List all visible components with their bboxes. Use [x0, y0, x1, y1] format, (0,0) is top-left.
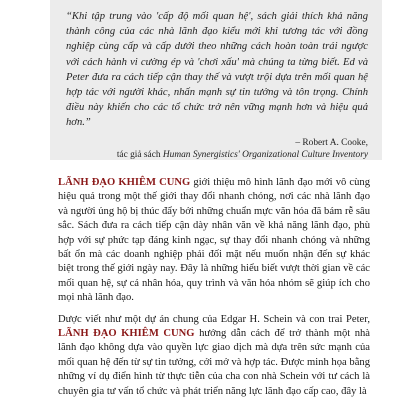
quote-source-prefix: tác giả sách [116, 150, 163, 160]
testimonial-quote-box [50, 0, 382, 160]
book-description [58, 176, 370, 399]
quote-attribution [66, 137, 368, 160]
testimonial-quote-text: “Khi tập trung vào 'cấp độ mối quan hệ', sách giải thích khả năng thành công của các nhà lãnh đạo kiểu mới khi tương tác với đồng nghiệp cùng cấp và cấp dưới theo những cách hoàn toàn trái ngược với cách hành vi cường ép và 'chơi xấu' mà chúng ta từng biết. Ed và Peter đưa ra cách tiếp cận thay thế và vượt trội dựa trên mối quan hệ hợp tác với người khác, nhấn mạnh sự tin tưởng và tôn trọng. Chính điều này khiến cho các tổ chức trở nên vững mạnh hơn và hiệu quả hơn.” [66, 11, 368, 129]
description-paragraph-2 [58, 313, 370, 399]
quote-source [66, 149, 368, 160]
paragraph-2-text: hướng dẫn cách để trở thành một nhà lãnh đạo không dựa vào quyền lực giao dịch mà dựa trên sức mạnh của mối quan hệ đến từ sự tin tưởng, cởi mở và hợp tác. Được minh họa bằng những ví dụ điển hình từ thực tiễn của cha con nhà Schein với tư cách là chuyên gia tư vấn tổ chức và phát triển năng lực lãnh đạo cấp cao, đây là [58, 328, 370, 397]
book-title-inline: LÃNH ĐẠO KHIÊM CUNG [58, 177, 191, 188]
description-paragraph-1 [58, 176, 370, 306]
book-title-inline-2: LÃNH ĐẠO KHIÊM CUNG [58, 328, 195, 340]
paragraph-1-text: giới thiệu mô hình lãnh đạo mới vô cùng hiệu quả trong một thế giới thay đổi nhanh chóng, nơi các nhà lãnh đạo và người ủng hộ bị thúc đẩy bởi những chuẩn mực văn hóa đã bám rễ sâu sắc. Sách đưa ra cách tiếp cận dày nhân văn về khả năng lãnh đạo, phù hợp với sự phức tạp đáng kinh ngạc, sự thay đổi nhanh chóng và những bất ổn mà các doanh nghiệp phải đối mặt nếu muốn nhận đến sự khác biệt trong thế giới ngày nay. Đây là những hiểu biết vượt thời gian về các mối quan hệ, sự cá nhân hóa, quy trình và văn hóa nhóm sẽ giúp ích cho mọi nhà lãnh đạo. [58, 177, 370, 304]
quote-source-book: Human Synergistics' Organizational Culture Inventory [162, 150, 368, 160]
paragraph-2-prefix: Dược viết như một dự án chung của Edgar H. Schein và con trai Peter, [58, 313, 370, 325]
quote-author: – Robert A. Cooke, [295, 137, 368, 148]
